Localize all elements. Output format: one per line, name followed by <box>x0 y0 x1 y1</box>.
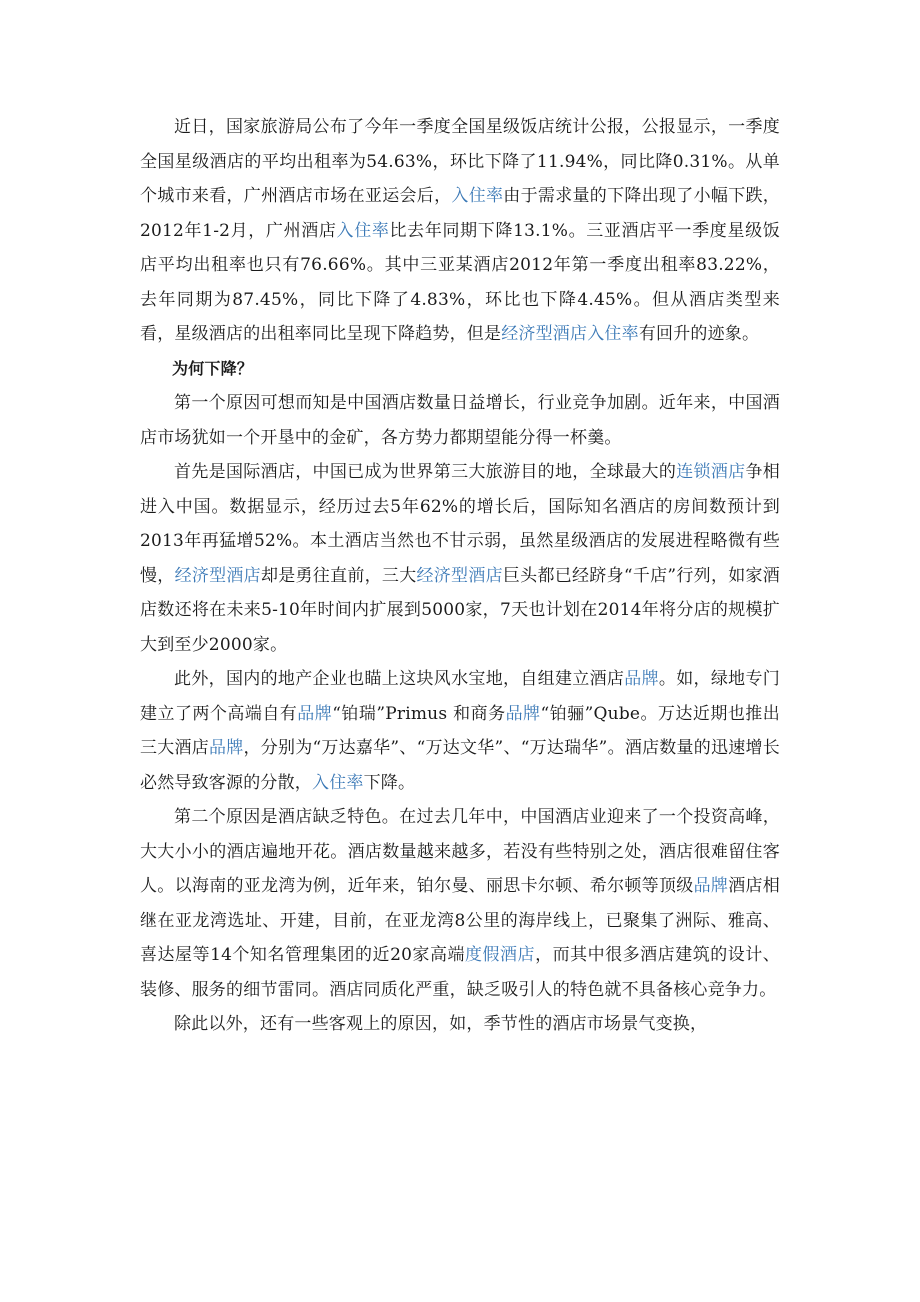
link-resort-hotel[interactable]: 度假酒店 <box>464 945 536 965</box>
link-occupancy-rate[interactable]: 入住率 <box>451 186 504 206</box>
link-budget-hotel[interactable]: 经济型酒店 <box>174 565 261 586</box>
text-run: ，分别为“万达嘉华”、“万达文华”、“万达瑞华”。酒店数量的迅速增长必然导致客源的分散， <box>140 738 780 793</box>
text-run: 由于需求量的下降出现了小幅下跌，2012年1-2月，广州酒店 <box>140 186 780 241</box>
text-run: 有回升的迹象。 <box>638 324 760 344</box>
paragraph-reason-one: 第一个原因可想而知是中国酒店数量日益增长，行业竞争加剧。近年来，中国酒店市场犹如一个开垦中的金矿，各方势力都期望能分得一杯羹。 <box>140 393 780 448</box>
paragraph-other-reasons: 除此以外，还有一些客观上的原因，如，季节性的酒店市场景气变换， <box>174 1014 708 1034</box>
link-brand[interactable]: 品牌 <box>209 738 244 758</box>
link-brand[interactable]: 品牌 <box>505 703 541 724</box>
text-run: 比去年同期下降13.1%。三亚酒店平一季度星级饭店平均出租率也只有76.66%。其中三亚某酒店2012年第一季度出租率83.22%，去年同期为87.45%，同比下降了4.83%，环比也下降4.45%。但从酒店类型来看，星级酒店的出租率同比呈现下降趋势，但是 <box>140 220 780 344</box>
link-occupancy-rate[interactable]: 入住率 <box>312 772 364 793</box>
link-chain-hotel[interactable]: 连锁酒店 <box>676 462 746 482</box>
link-brand[interactable]: 品牌 <box>693 876 729 896</box>
text-run: 首先是国际酒店，中国已成为世界第三大旅游目的地，全球最大的 <box>174 462 677 482</box>
link-brand[interactable]: 品牌 <box>624 669 659 689</box>
text-run: “铂骊”Qube。万达近期也推出三大酒店 <box>140 703 780 758</box>
text-run: 酒店相继在亚龙湾选址、开建，目前，在亚龙湾8公里的海岸线上，已聚集了洲际、雅高、喜达屋等14个知名管理集团的近20家高端 <box>140 876 781 965</box>
text-run: 此外，国内的地产企业也瞄上这块风水宝地，自组建立酒店 <box>174 669 625 689</box>
link-budget-hotel[interactable]: 经济型酒店 <box>416 565 503 586</box>
paragraph-real-estate <box>140 662 780 800</box>
text-run: 近日，国家旅游局公布了今年一季度全国星级饭店统计公报，公报显示，一季度全国星级酒店的平均出租率为54.63%，环比下降了11.94%，同比降0.31%。从单个城市来看，广州酒店市场在亚运会后， <box>140 117 780 206</box>
link-budget-hotel-occupancy[interactable]: 经济型酒店入住率 <box>501 324 639 344</box>
text-run: 争相进入中国。数据显示，经历过去5年62%的增长后，国际知名酒店的房间数预计到2013年再猛增52%。本土酒店当然也不甘示弱，虽然星级酒店的发展进程略微有些慢， <box>140 462 780 586</box>
link-brand[interactable]: 品牌 <box>297 703 333 724</box>
text-run: 却是勇往直前，三大 <box>260 565 417 586</box>
text-run: ，而其中很多酒店建筑的设计、装修、服务的细节雷同。酒店同质化严重，缺乏吸引人的特色就不具备核心竞争力。 <box>140 945 780 1000</box>
paragraph-reason-two <box>140 800 780 1007</box>
text-run: “铂瑞”Primus 和商务 <box>332 703 506 724</box>
text-run: 巨头都已经跻身“千店”行列，如家酒店数还将在未来5-10年时间内扩展到5000家，7天也计划在2014年将分店的规模扩大到至少2000家。 <box>140 565 780 655</box>
article-body <box>140 110 780 1042</box>
paragraph-international-hotels <box>140 455 780 662</box>
section-heading: 为何下降？ <box>172 358 254 378</box>
text-run: 下降。 <box>363 772 416 793</box>
link-occupancy-rate[interactable]: 入住率 <box>336 220 390 241</box>
paragraph-intro <box>140 110 780 352</box>
text-run: 。如，绿地专门建立了两个高端自有 <box>140 669 780 724</box>
text-run: 第二个原因是酒店缺乏特色。在过去几年中，中国酒店业迎来了一个投资高峰，大大小小的酒店遍地开花。酒店数量越来越多，若没有些特别之处，酒店很难留住客人。以海南的亚龙湾为例，近年来，铂尔曼、丽思卡尔顿、希尔顿等顶级 <box>140 807 780 896</box>
